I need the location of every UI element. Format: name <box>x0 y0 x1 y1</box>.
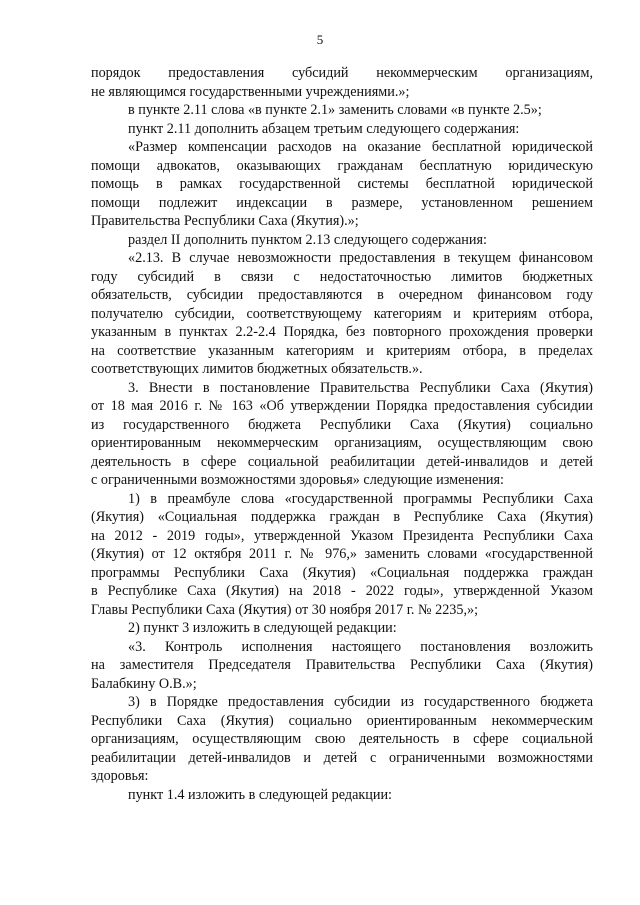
page-number: 5 <box>316 32 324 47</box>
text-line: с ограниченными возможностями здоровья» следующие изменения: <box>91 472 504 488</box>
text-line: раздел II дополнить пунктом 2.13 следующего содержания: <box>128 231 487 248</box>
text-line: «3. Контроль исполнения настоящего постановления возложить <box>128 638 593 655</box>
text-line: реабилитации детей-инвалидов и детей с ограниченными возможностями <box>91 749 593 766</box>
text-line: на соответствие указанным категориям и критериям отбора, в пределах <box>91 342 593 359</box>
text-line: указанным в пунктах 2.2-2.4 Порядка, без повторного прохождения проверки <box>91 324 593 340</box>
text-line: Главы Республики Саха (Якутия) от 30 ноября 2017 г. № 2235,»; <box>91 601 479 618</box>
text-line: получателю субсидии, соответствующему категориям и критериям отбора, <box>91 305 593 322</box>
text-line: на 2012 - 2019 годы», утвержденной Указом Президента Республики Саха <box>91 527 593 544</box>
text-line: году субсидий в связи с недостаточностью лимитов бюджетных <box>91 268 593 285</box>
text-line: Республики Саха (Якутия) социально ориентированным некоммерческим <box>91 712 593 729</box>
text-line: из государственного бюджета Республики Саха (Якутия) социально <box>91 416 593 433</box>
text-line: обязательств, субсидии предоставляются в очередном финансовом году <box>91 287 593 303</box>
text-line: не являющимся государственными учреждениями.»; <box>91 83 410 100</box>
text-line: помощь в рамках государственной системы бесплатной юридической <box>91 176 593 192</box>
text-line: 3) в Порядке предоставления субсидии из государственного бюджета <box>128 694 593 710</box>
text-line: 3. Внести в постановление Правительства Республики Саха (Якутия) <box>128 379 593 396</box>
text-line: соответствующих лимитов бюджетных обязательств.». <box>91 361 423 377</box>
text-line: организациям, осуществляющим свою деятельность в сфере социальной <box>91 731 593 747</box>
text-line: программы Республики Саха (Якутия) «Социальная поддержка граждан <box>91 564 593 581</box>
text-line: на заместителя Председателя Правительства Республики Саха (Якутия) <box>91 657 593 673</box>
text-line: в Республике Саха (Якутия) на 2018 - 2022 годы», утвержденной Указом <box>91 583 593 599</box>
document-body <box>91 64 593 804</box>
text-line: помощи адвокатов, оказывающих гражданам бесплатную юридическую <box>91 157 593 174</box>
text-line: пункт 1.4 изложить в следующей редакции: <box>128 786 392 803</box>
text-line: Правительства Республики Саха (Якутия).»; <box>91 213 359 229</box>
text-line: «2.13. В случае невозможности предоставления в текущем финансовом <box>128 250 593 266</box>
text-line: здоровья: <box>91 768 149 784</box>
text-line: от 18 мая 2016 г. № 163 «Об утверждении Порядка предоставления субсидии <box>91 398 593 414</box>
text-line: порядок предоставления субсидий некоммерческим организациям, <box>91 65 593 81</box>
text-line: в пункте 2.11 слова «в пункте 2.1» заменить словами «в пункте 2.5»; <box>128 102 542 118</box>
text-line: (Якутия) «Социальная поддержка граждан в Республике Саха (Якутия) <box>91 509 593 525</box>
text-line: 1) в преамбуле слова «государственной программы Республики Саха <box>128 490 593 507</box>
text-line: помощи подлежит индексации в размере, установленном решением <box>91 194 593 211</box>
text-line: ориентированным некоммерческим организациям, осуществляющим свою <box>91 435 593 451</box>
text-line: (Якутия) от 12 октября 2011 г. № 976,» заменить словами «государственной <box>91 546 593 562</box>
text-line: пункт 2.11 дополнить абзацем третьим следующего содержания: <box>128 120 520 137</box>
text-line: 2) пункт 3 изложить в следующей редакции: <box>128 620 397 636</box>
text-line: деятельность в сфере социальной реабилитации детей-инвалидов и детей <box>91 453 593 470</box>
text-line: «Размер компенсации расходов на оказание бесплатной юридической <box>128 139 593 155</box>
text-line: Балабкину О.В.»; <box>91 675 197 692</box>
